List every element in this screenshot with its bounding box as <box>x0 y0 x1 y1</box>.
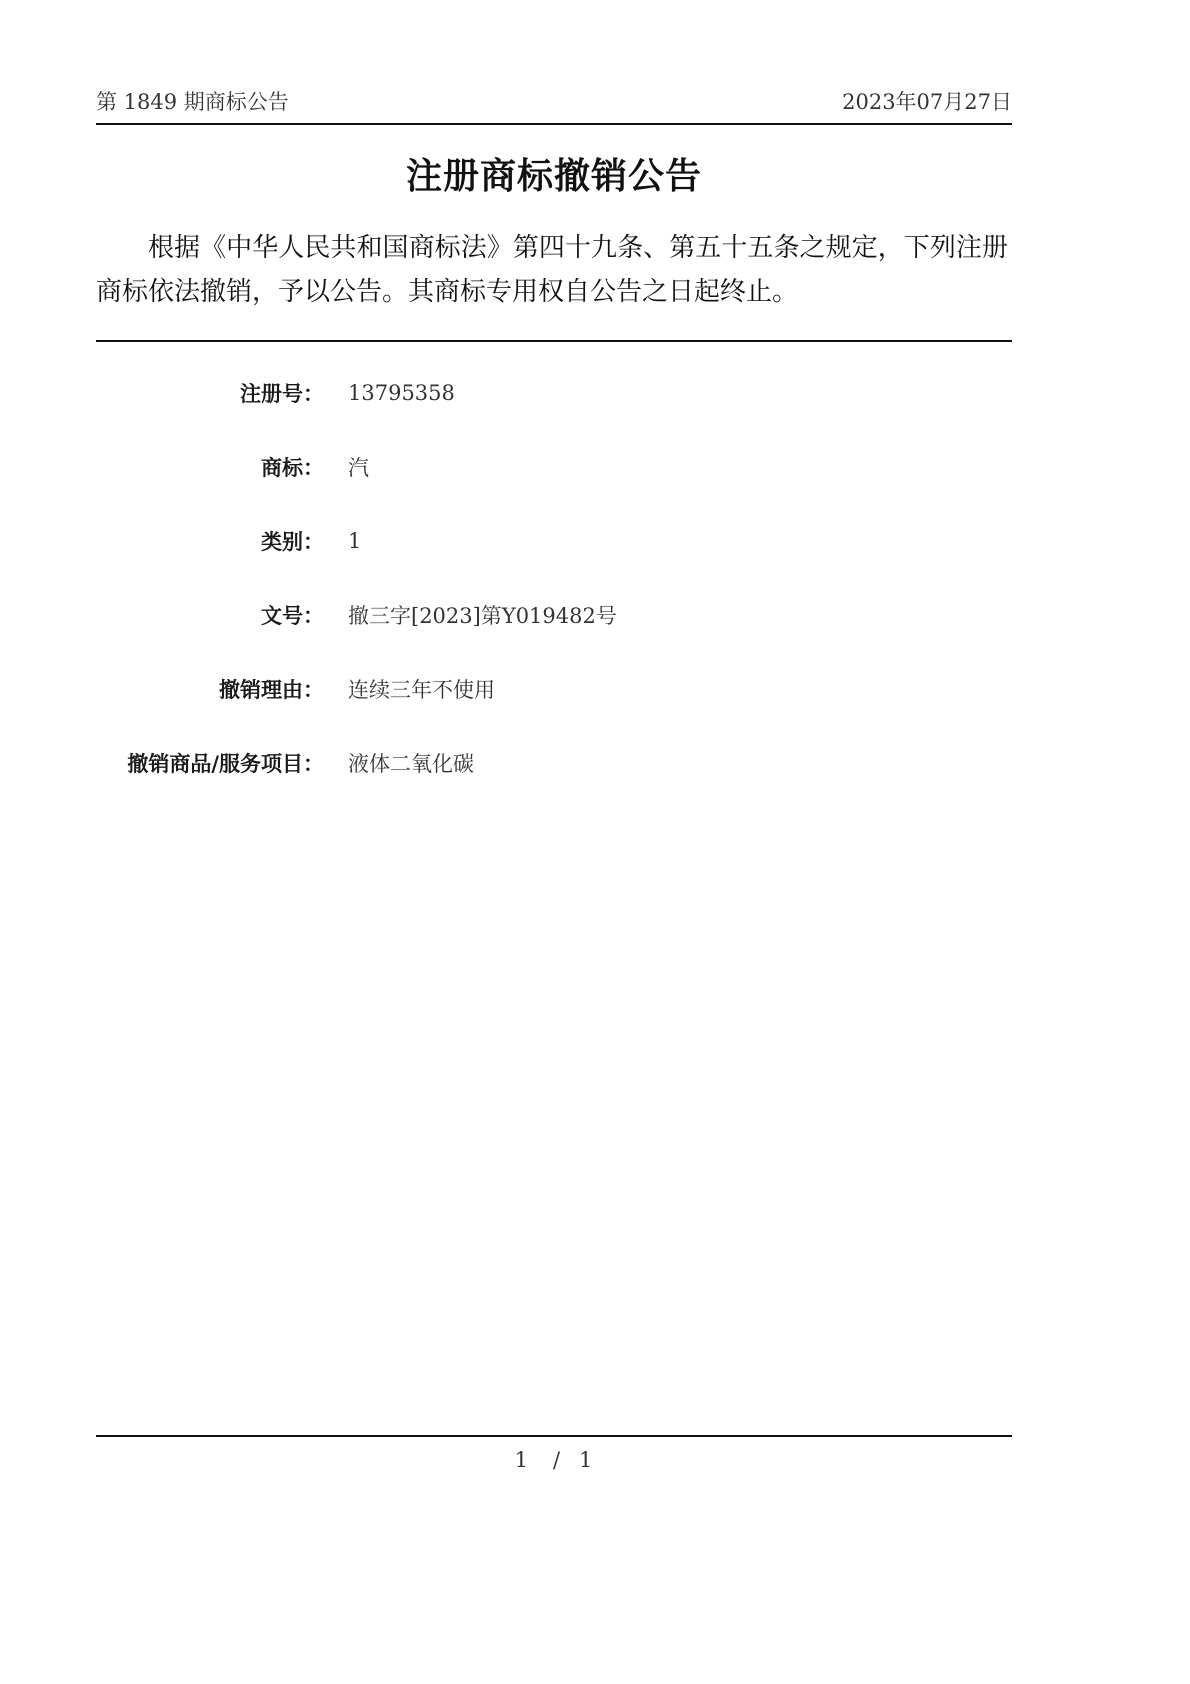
page-separator: / <box>552 1448 562 1472</box>
registration-number-label: 注册号： <box>240 382 324 406</box>
revocation-reason-value: 连续三年不使用 <box>348 678 495 702</box>
document-number-value: 撤三字[2023]第Y019482号 <box>348 604 617 628</box>
document-number-label: 文号： <box>261 604 324 628</box>
field-row-class <box>96 504 896 578</box>
current-page-number: 1 <box>514 1448 529 1472</box>
field-row-trademark <box>96 430 896 504</box>
page-header <box>96 84 1012 116</box>
trademark-details <box>96 356 896 800</box>
registration-number-value: 13795358 <box>348 381 455 405</box>
field-row-registration-number <box>96 356 896 430</box>
footer-divider <box>96 1435 1012 1437</box>
issue-number: 第 1849 期商标公告 <box>96 90 289 114</box>
revocation-reason-label: 撤销理由： <box>219 678 324 702</box>
announcement-date: 2023年07月27日 <box>842 90 1012 114</box>
page-title: 注册商标撤销公告 <box>405 155 702 197</box>
field-row-document-number <box>96 578 896 652</box>
section-divider <box>96 340 1012 342</box>
revoked-goods-value: 液体二氧化碳 <box>348 752 474 776</box>
class-value: 1 <box>348 529 362 553</box>
header-divider <box>96 123 1012 125</box>
intro-paragraph: 根据《中华人民共和国商标法》第四十九条、第五十五条之规定，下列注册商标依法撤销，予以公告。其商标专用权自公告之日起终止。 <box>96 233 1008 307</box>
page-footer <box>96 1448 1012 1472</box>
class-label: 类别： <box>261 530 324 554</box>
total-pages-number: 1 <box>579 1448 594 1472</box>
field-row-revoked-goods <box>96 726 896 800</box>
field-row-revocation-reason <box>96 652 896 726</box>
trademark-label: 商标： <box>261 456 324 480</box>
trademark-value: 汽 <box>348 456 369 480</box>
revoked-goods-label: 撤销商品/服务项目： <box>127 752 324 776</box>
